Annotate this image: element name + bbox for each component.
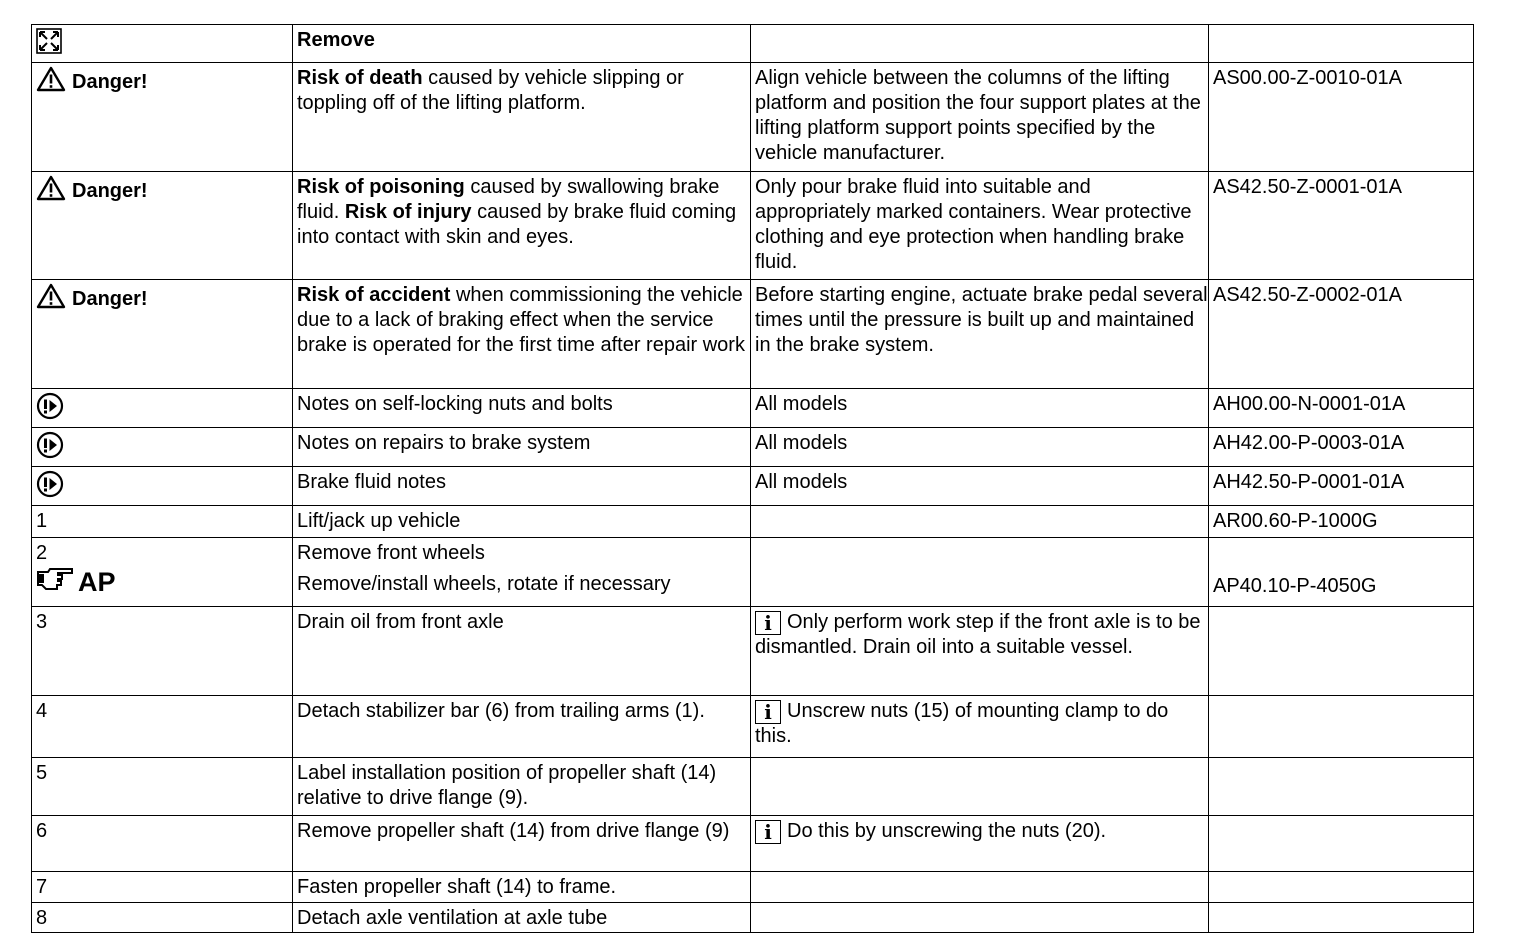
step-text: Drain oil from front axle [293,607,751,696]
document-ref: AP40.10-P-4050G [1213,575,1377,597]
risk-text: Risk of accident when commissioning the vehicle due to a lack of braking effect when the service brake is operated for the first time after repair work [293,280,751,389]
step-text: Detach stabilizer bar (6) from trailing arms (1). [293,696,751,758]
step-note: i Only perform work step if the front axle is to be dismantled. Drain oil into a suitable vessel. [751,607,1209,696]
warning-triangle-icon [36,66,66,99]
step-text: Fasten propeller shaft (14) to frame. [293,872,751,903]
note-row [32,428,1474,467]
step-text: Label installation position of propeller shaft (14) relative to drive flange (9). [293,758,751,816]
ap-reference: AP [36,566,292,598]
step-row [32,872,1474,903]
step-row [32,903,1474,933]
step-text: Remove propeller shaft (14) from drive flange (9) [293,816,751,872]
step-number: 8 [32,903,293,933]
document-ref: AH42.00-P-0003-01A [1209,428,1474,467]
step-note: i Unscrew nuts (15) of mounting clamp to do this. [751,696,1209,758]
note-arrow-icon [36,470,64,505]
info-icon: i [755,700,781,724]
danger-row [32,63,1474,172]
step-number: 5 [32,758,293,816]
note-arrow-icon [36,392,64,427]
step-number: 3 [32,607,293,696]
risk-text: Risk of poisoning caused by swallowing brake fluid. Risk of injury caused by brake fluid coming into contact with skin and eyes. [293,172,751,280]
step-row [32,538,1474,607]
pointing-hand-icon [36,566,76,598]
step-number: 4 [32,696,293,758]
step-row [32,506,1474,538]
step-number: 2 [36,542,48,564]
danger-label: Danger! [36,66,292,99]
note-scope: All models [751,428,1209,467]
danger-row [32,172,1474,280]
step-row [32,758,1474,816]
warning-triangle-icon [36,175,66,208]
note-row [32,389,1474,428]
step-row [32,696,1474,758]
risk-text: Risk of death caused by vehicle slipping or toppling off of the lifting platform. [293,63,751,172]
danger-row [32,280,1474,389]
note-arrow-icon [36,431,64,466]
measure-text: Before starting engine, actuate brake pedal several times until the pressure is built up and maintained in the brake system. [751,280,1209,389]
section-title: Remove [293,25,751,63]
danger-label: Danger! [36,283,292,316]
info-icon: i [755,820,781,844]
danger-label: Danger! [36,175,292,208]
measure-text: Align vehicle between the columns of the lifting platform and position the four support plates at the lifting platform support points specified by the vehicle manufacturer. [751,63,1209,172]
note-scope: All models [751,467,1209,506]
ap-text: Remove/install wheels, rotate if necessary [297,573,671,595]
document-ref: AS42.50-Z-0001-01A [1209,172,1474,280]
step-number: 6 [32,816,293,872]
warning-triangle-icon [36,283,66,316]
note-text: Brake fluid notes [293,467,751,506]
note-text: Notes on self-locking nuts and bolts [293,389,751,428]
step-number: 1 [32,506,293,538]
document-ref: AS42.50-Z-0002-01A [1209,280,1474,389]
procedure-table [31,24,1474,933]
step-row [32,816,1474,872]
step-note: i Do this by unscrewing the nuts (20). [751,816,1209,872]
note-row [32,467,1474,506]
note-text: Notes on repairs to brake system [293,428,751,467]
step-row [32,607,1474,696]
note-scope: All models [751,389,1209,428]
expand-icon [36,28,62,61]
step-text: Remove front wheels [297,542,485,564]
step-number: 7 [32,872,293,903]
document-ref: AH00.00-N-0001-01A [1209,389,1474,428]
document-ref: AS00.00-Z-0010-01A [1209,63,1474,172]
step-text: Lift/jack up vehicle [293,506,751,538]
info-icon: i [755,611,781,635]
document-ref: AR00.60-P-1000G [1209,506,1474,538]
step-text: Detach axle ventilation at axle tube [293,903,751,933]
header-row [32,25,1474,63]
document-ref: AH42.50-P-0001-01A [1209,467,1474,506]
measure-text: Only pour brake fluid into suitable and appropriately marked containers. Wear protective clothing and eye protection when handling brake fluid. [751,172,1209,280]
